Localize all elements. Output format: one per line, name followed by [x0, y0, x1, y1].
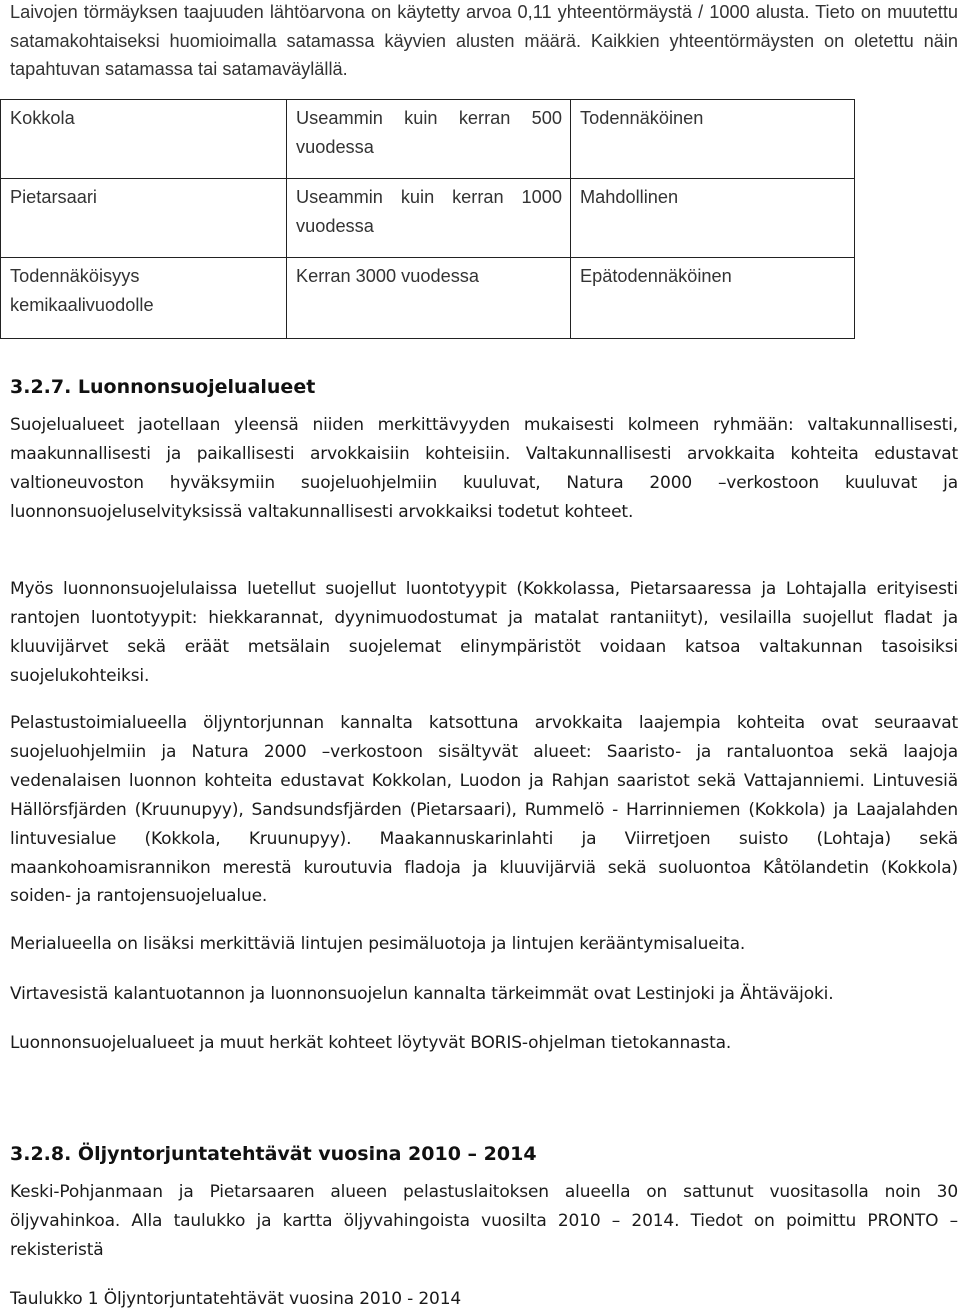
- table-cell-likelihood: Epätodennäköinen: [571, 258, 855, 339]
- table-caption: Taulukko 1 Öljyntorjuntatehtävät vuosina 2010 - 2014: [10, 1289, 462, 1309]
- paragraph-habitat-types: Myös luonnonsuojelulaissa luetellut suojellut luontotyypit (Kokkolassa, Pietarsaaressa ja Lohtajalla erityisesti rantojen luontotyypit: hiekkarannat, dyynimuodostumat ja matalat rantaniityt), vesilailla suojellut fladat ja kluuvijärvet sekä eräät metsälain suojelemat elinympäristöt voidaan katsoa valtakunnan tasoisiksi suojelukohteiksi.: [10, 579, 958, 686]
- table-cell-place: Kokkola: [1, 100, 287, 179]
- table-row: [1, 258, 855, 339]
- table-cell-frequency: Kerran 3000 vuodessa: [287, 258, 571, 339]
- table-cell-likelihood: Todennäköinen: [571, 100, 855, 179]
- table-cell-likelihood: Mahdollinen: [571, 179, 855, 258]
- table-row: [1, 100, 855, 179]
- paragraph-oil-response-sites: Pelastustoimialueella öljyntorjunnan kannalta katsottuna arvokkaita laajempia kohteita ovat seuraavat suojeluohjelmiin ja Natura 2000 –verkostoon sisältyvät alueet: Saaristo- ja rantaluontoa sekä laajoja vedenalaisen luonnon kohteita edustavat Kokkolan, Luodon ja Rahjan saaristot sekä Vattajanniemi. Lintuvesiä Hällörsfjärden (Kruunupyy), Sandsundsfjärden (Pietarsaari), Rummelö - Harrinniemen (Kokkola) ja Laajalahden lintuvesialue (Kokkola, Kruunupyy). Maakannuskarinlahti ja Viirretjoen suisto (Lohtaja) sekä maankohoamisrannikon merestä kuroutuvia fladoja ja kluuvijärviä sekä suoluontoa Kåtölandetin (Kokkola) soiden- ja rantojensuojelualue.: [10, 713, 958, 907]
- collision-risk-table: [0, 99, 855, 339]
- paragraph-protection-areas: Suojelualueet jaotellaan yleensä niiden merkittävyyden mukaisesti kolmeen ryhmään: valtakunnallisesti, maakunnallisesti ja paikallisesti arvokkaisiin kohteisiin. Valtakunnallisesti arvokkaita kohteita edustavat valtioneuvoston hyväksymiin suojeluohjelmiin kuuluvat, Natura 2000 –verkostoon kuuluvat ja luonnonsuojeluselvityksissä valtakunnallisesti arvokkaiksi todetut kohteet.: [10, 415, 958, 522]
- intro-paragraph: Laivojen törmäyksen taajuuden lähtöarvona on käytetty arvoa 0,11 yhteentörmäystä / 1000 alusta. Tieto on muutettu satamakohtaiseksi huomioimalla satamassa käyvien alusten määrä. Kaikkien yhteentörmäysten on oletettu näin tapahtuvan satamassa tai satamaväylällä.: [10, 2, 958, 79]
- section-heading-327: 3.2.7. Luonnonsuojelualueet: [10, 376, 316, 398]
- section-heading-328: 3.2.8. Öljyntorjuntatehtävät vuosina 2010 – 2014: [10, 1143, 537, 1165]
- paragraph-bird-areas: Merialueella on lisäksi merkittäviä lintujen pesimäluotoja ja lintujen kerääntymisalueita.: [10, 934, 746, 954]
- paragraph-oil-incidents: Keski-Pohjanmaan ja Pietarsaaren alueen pelastuslaitoksen alueella on sattunut vuositasolla noin 30 öljyvahinkoa. Alla taulukko ja kartta öljyvahingoista vuosilta 2010 – 2014. Tiedot on poimittu PRONTO – rekisteristä: [10, 1182, 958, 1260]
- paragraph-boris-database: Luonnonsuojelualueet ja muut herkät kohteet löytyvät BORIS-ohjelman tietokannasta.: [10, 1033, 732, 1053]
- table-cell-frequency: Useammin kuin kerran 1000 vuodessa: [287, 179, 571, 258]
- table-cell-place: Pietarsaari: [1, 179, 287, 258]
- table-cell-place: Todennäköisyys kemikaalivuodolle: [1, 258, 287, 339]
- table-cell-frequency: Useammin kuin kerran 500 vuodessa: [287, 100, 571, 179]
- paragraph-rivers: Virtavesistä kalantuotannon ja luonnonsuojelun kannalta tärkeimmät ovat Lestinjoki ja Ähtäväjoki.: [10, 984, 834, 1004]
- table-row: [1, 179, 855, 258]
